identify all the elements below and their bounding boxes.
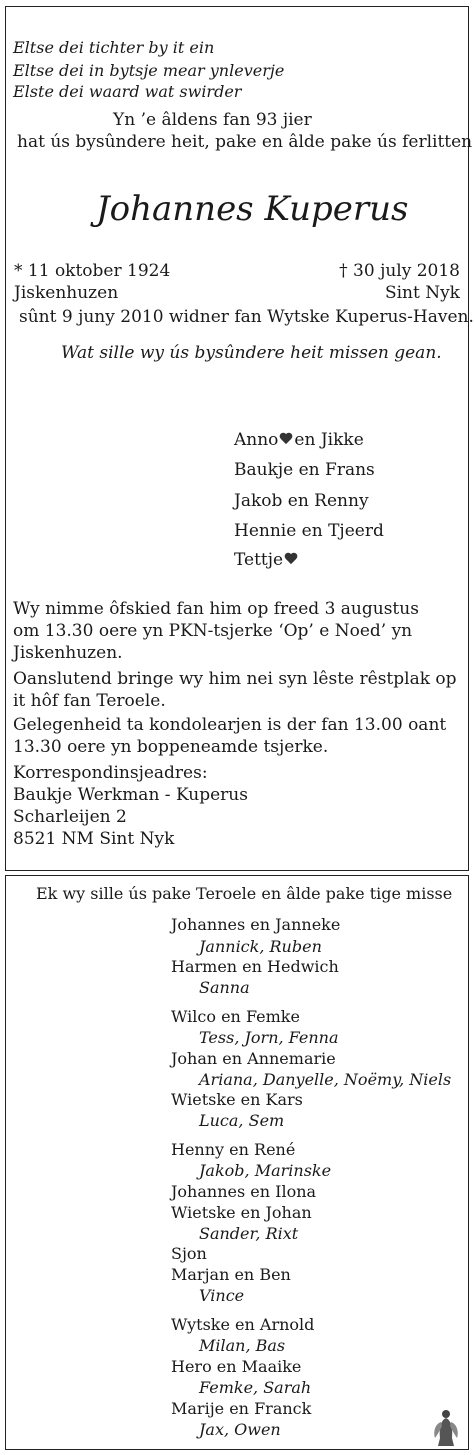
angel-emblem-icon <box>432 1408 460 1448</box>
grandchild-couple: Johan en Annemarie <box>171 1049 336 1068</box>
death-place: Sint Nyk <box>384 283 460 303</box>
intro-line: Yn ’e âldens fan 93 jier <box>113 110 312 130</box>
correspondence-line: Baukje Werkman - Kuperus <box>13 785 248 805</box>
farewell-line: om 13.30 oere yn PKN-tsjerke ‘Op’ e Noed’ yn <box>13 621 413 641</box>
poem-line: Eltse dei in bytsje mear ynleverje <box>13 61 285 80</box>
grandchild-couple: Henny en René <box>171 1140 296 1159</box>
grandchild-couple: Marjan en Ben <box>171 1265 291 1284</box>
great-grandchildren: Sanna <box>199 978 250 997</box>
great-grandchildren: Jannick, Ruben <box>199 937 322 956</box>
intro-line: hat ús bysûndere heit, pake en âlde pake ús ferlitten <box>17 132 473 152</box>
grandchild-couple: Harmen en Hedwich <box>171 957 339 976</box>
grandchildren-intro: Ek wy sille ús pake Teroele en âlde pake tige misse <box>36 884 453 903</box>
grandchild-couple: Wietske en Kars <box>171 1090 303 1109</box>
great-grandchildren: Femke, Sarah <box>199 1378 312 1397</box>
child-entry: Anno en Jikke <box>234 430 364 450</box>
poem-line: Elste dei waard wat swirder <box>13 82 242 101</box>
grandchild-couple: Sjon <box>171 1244 207 1263</box>
great-grandchildren: Milan, Bas <box>199 1336 286 1355</box>
correspondence-line: Scharleijen 2 <box>13 807 127 827</box>
heart-icon <box>284 553 298 566</box>
correspondence-line: Korrespondinsjeadres: <box>13 763 208 783</box>
child-entry: Baukje en Frans <box>234 460 375 480</box>
burial-line: Oanslutend bringe wy him nei syn lêste rêstplak op <box>13 669 457 689</box>
deceased-name: Johannes Kuperus <box>96 189 409 229</box>
heart-icon <box>279 433 293 446</box>
farewell-line: Wy nimme ôfskied fan him op freed 3 augustus <box>13 599 419 619</box>
grandchild-couple: Hero en Maaike <box>171 1357 302 1376</box>
great-grandchildren: Jakob, Marinske <box>199 1161 332 1180</box>
great-grandchildren: Jax, Owen <box>199 1420 281 1439</box>
condolence-line: 13.30 oere yn boppeneamde tsjerke. <box>13 737 329 757</box>
correspondence-line: 8521 NM Sint Nyk <box>13 829 175 849</box>
great-grandchildren: Luca, Sem <box>199 1111 285 1130</box>
burial-line: it hôf fan Teroele. <box>13 691 166 711</box>
birth-date: * 11 oktober 1924 <box>14 261 171 281</box>
child-entry: Tettje <box>234 552 299 569</box>
widower-line: sûnt 9 juny 2010 widner fan Wytske Kuperus-Haven. <box>19 307 474 327</box>
child-entry: Jakob en Renny <box>234 491 369 511</box>
great-grandchildren: Tess, Jorn, Fenna <box>199 1028 339 1047</box>
grandchild-couple: Johannes en Janneke <box>171 915 341 934</box>
poem-line: Eltse dei tichter by it ein <box>13 38 215 57</box>
grandchild-couple: Wietske en Johan <box>171 1203 312 1222</box>
farewell-line: Jiskenhuzen. <box>13 643 123 663</box>
grandchild-couple: Wytske en Arnold <box>171 1315 315 1334</box>
great-grandchildren: Vince <box>199 1286 245 1305</box>
great-grandchildren: Sander, Rixt <box>199 1224 299 1243</box>
great-grandchildren: Ariana, Danyelle, Noëmy, Niels <box>199 1070 452 1089</box>
birth-place: Jiskenhuzen <box>14 283 119 303</box>
grandchild-couple: Wilco en Femke <box>171 1007 300 1026</box>
child-entry: Hennie en Tjeerd <box>234 521 384 541</box>
missed-line: Wat sille wy ús bysûndere heit missen gean. <box>61 343 442 363</box>
grandchild-couple: Marije en Franck <box>171 1399 312 1418</box>
grandchild-couple: Johannes en Ilona <box>171 1182 317 1201</box>
condolence-line: Gelegenheid ta kondolearjen is der fan 13.00 oant <box>13 715 447 735</box>
death-date: † 30 july 2018 <box>339 261 460 281</box>
